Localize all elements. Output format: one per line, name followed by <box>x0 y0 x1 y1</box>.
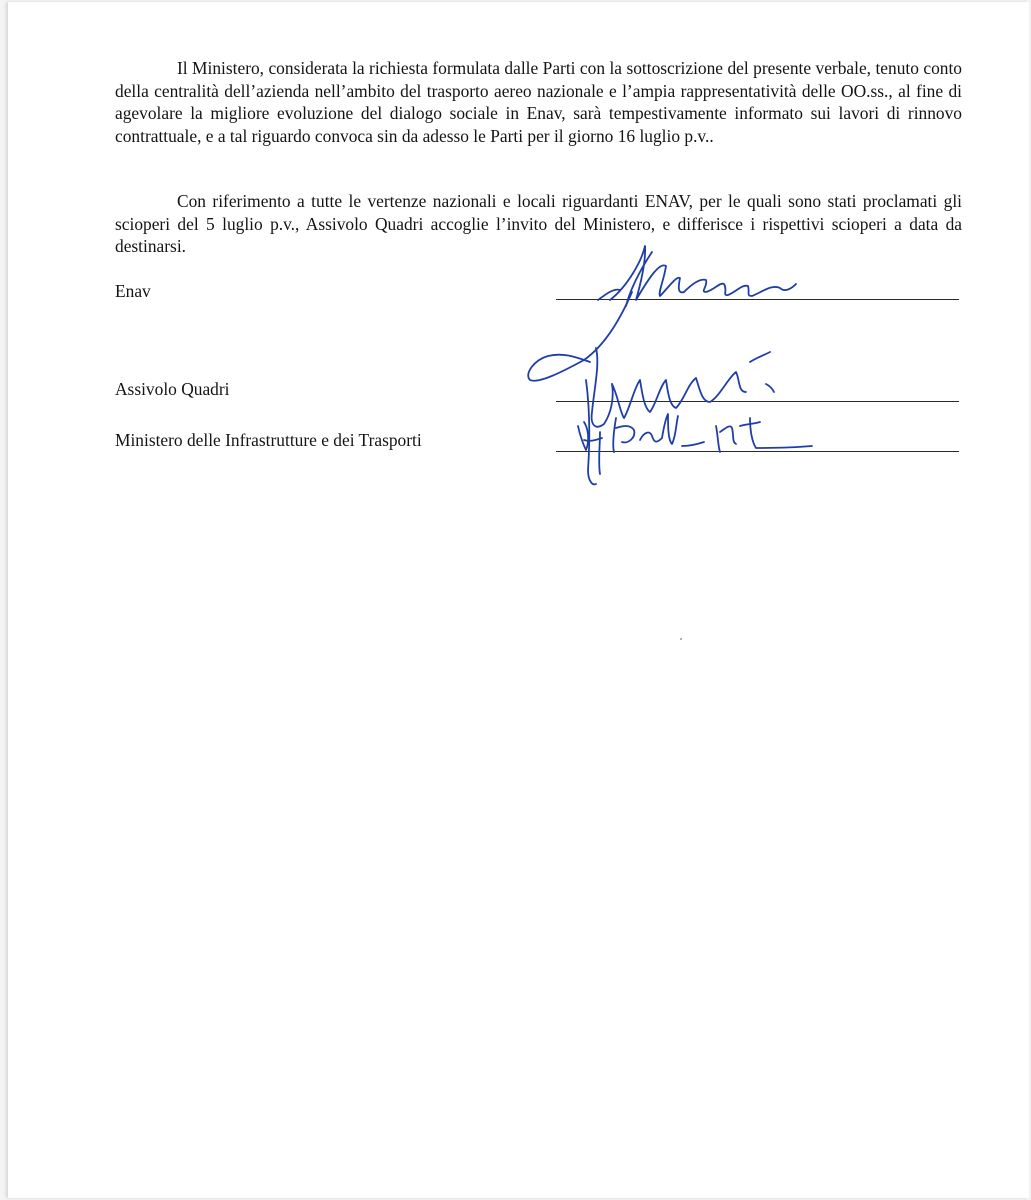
document-page <box>8 2 1029 1198</box>
signatory-label-enav: Enav <box>115 281 151 301</box>
signature-line-assivolo-quadri <box>556 401 959 402</box>
signatory-label-assivolo-quadri: Assivolo Quadri <box>115 379 230 399</box>
paragraph-strike-deferral: Con riferimento a tutte le vertenze nazionali e locali riguardanti ENAV, per le quali sono stati proclamati gli scioperi del 5 luglio p.v., Assivolo Quadri accoglie l’invito del Ministero, e differisce i rispettivi scioperi a data da destinarsi. <box>115 191 962 256</box>
scan-speck <box>680 638 682 640</box>
paragraph-ministero-convocation: Il Ministero, considerata la richiesta formulata dalle Parti con la sottoscrizione del presente verbale, tenuto conto della centralità dell’azienda nell’ambito del trasporto aereo nazionale e l’ampia rappresentatività delle OO.ss., al fine di agevolare la migliore evoluzione del dialogo sociale in Enav, sarà tempestivamente informato sui lavori di rinnovo contrattuale, e a tal riguardo convoca sin da adesso le Parti per il giorno 16 luglio p.v.. <box>115 58 962 146</box>
signatory-label-ministero: Ministero delle Infrastrutture e dei Trasporti <box>115 430 422 450</box>
signature-line-ministero <box>556 451 959 452</box>
signature-line-enav <box>556 299 959 300</box>
